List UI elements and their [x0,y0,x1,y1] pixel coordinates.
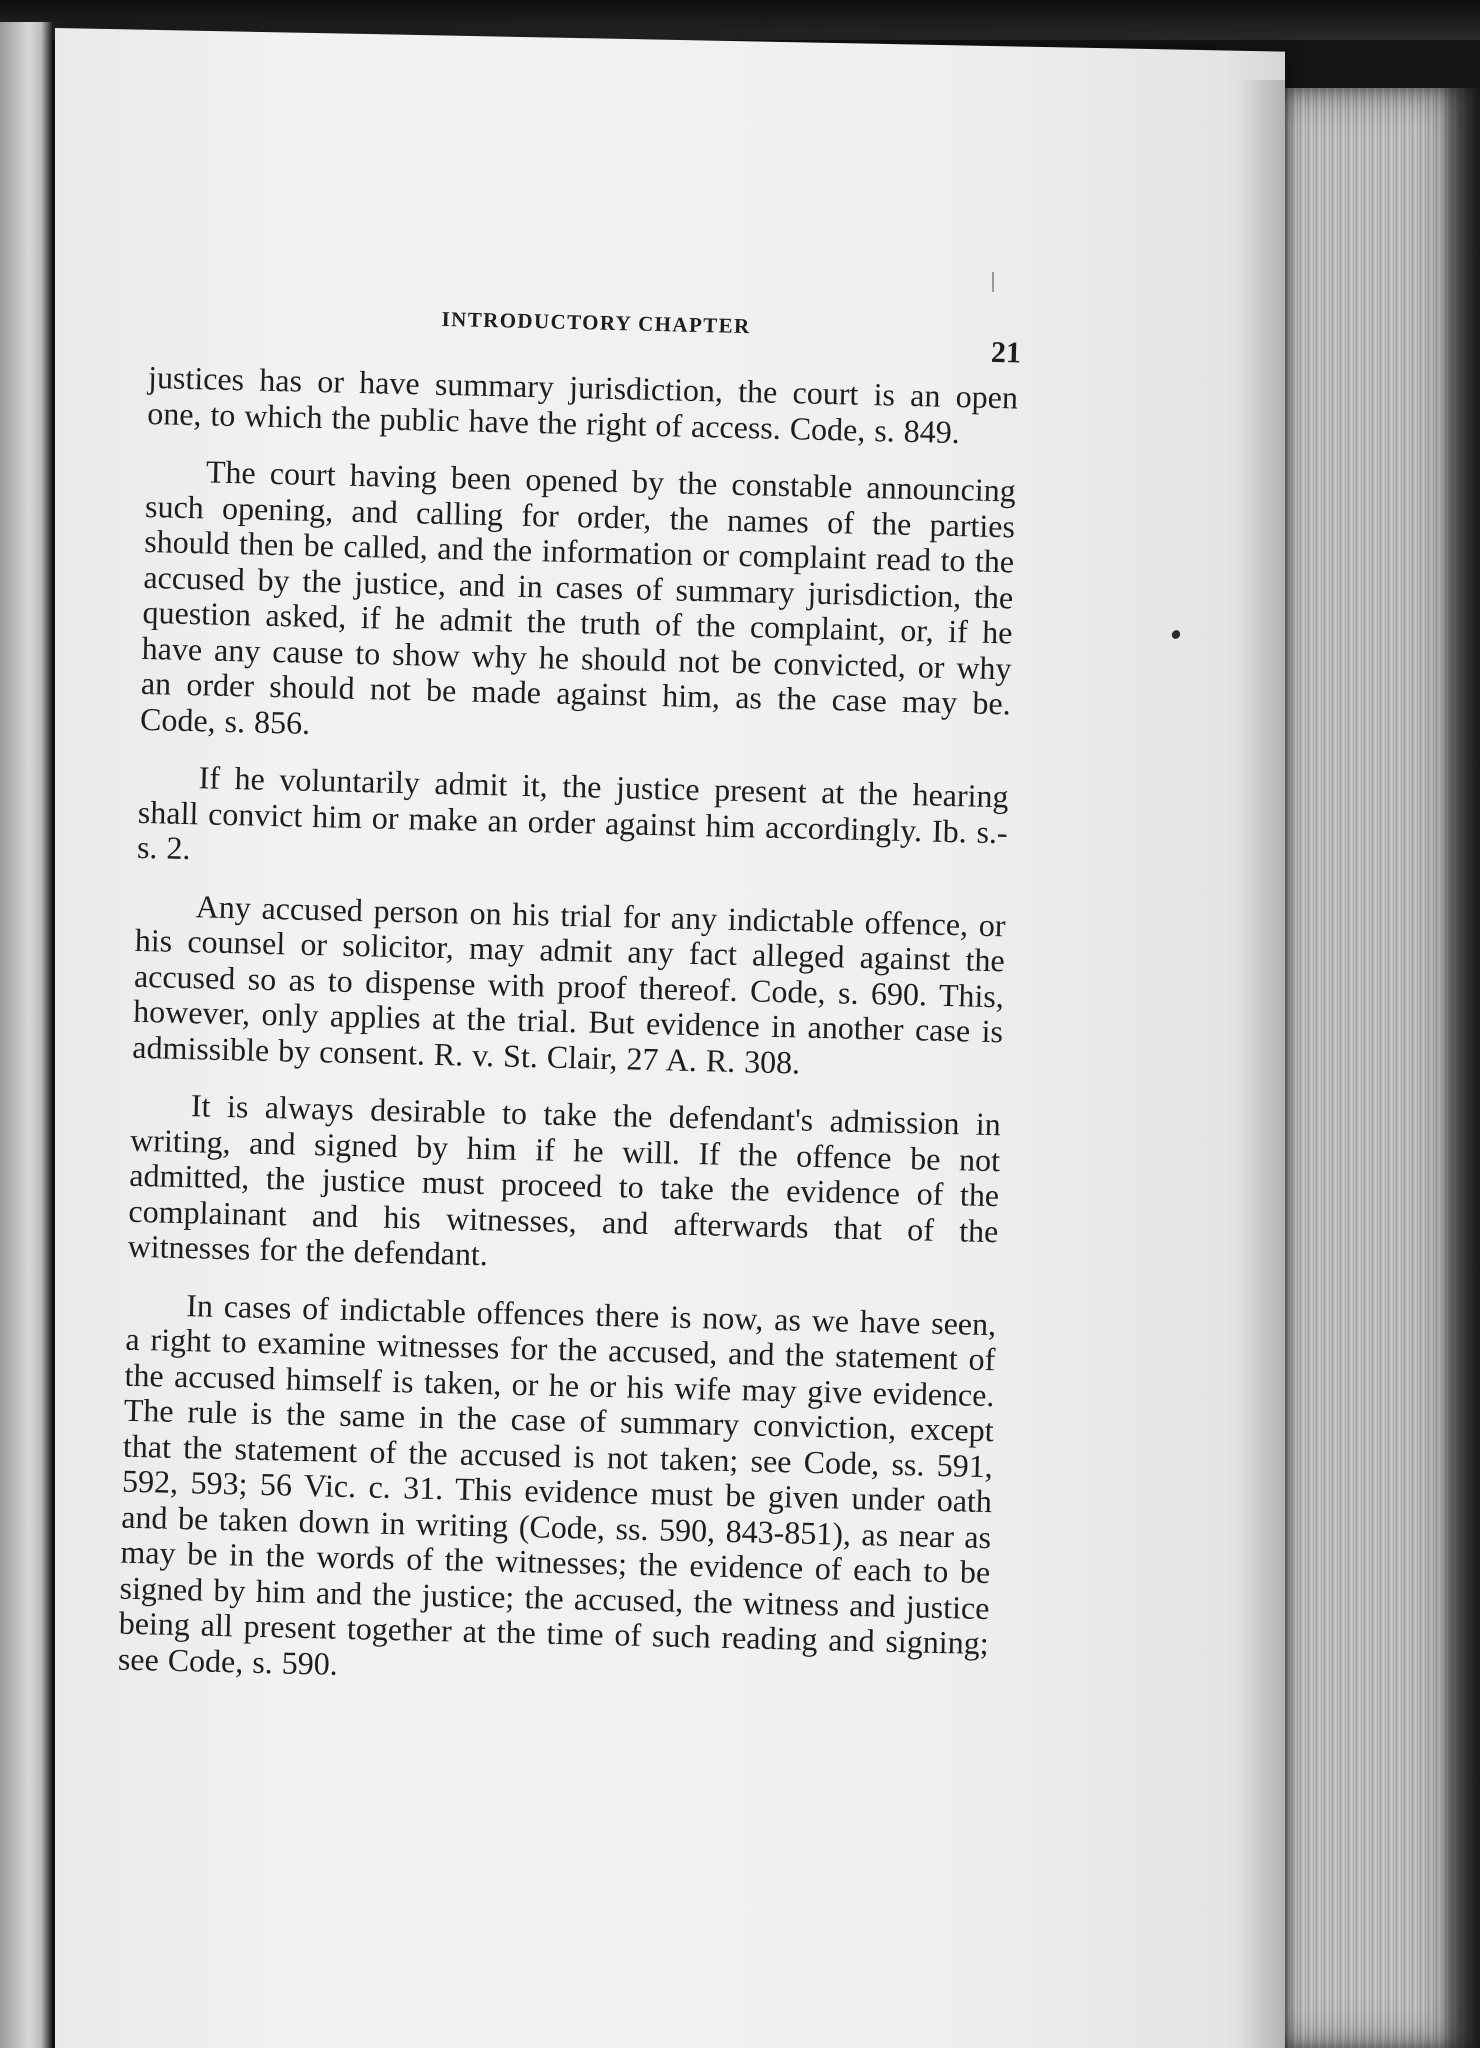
page-text-block [117,300,1020,1719]
paragraph: It is always desirable to take the defendant's admission in writing, and signed by him if he will. If the offence be not admitted, the justice must proceed to take the evidence of the complainant and his witnesses, and afterwards that of the witnesses for the defendant. [127,1087,1002,1273]
page-number: 21 [990,335,1022,370]
paragraph: The court having been opened by the constable announcing such opening, and calling for order, the names of the parties should then be called, and the information or complaint read to the accused by the justice, and in cases of summary jurisdiction, the question asked, if he admit the truth of the complaint, or, if he have any cause to show why he should not be convicted, or why an order should not be made against him, as the case may be. Code, s. 856. [139,453,1017,741]
paragraph: If he voluntarily admit it, the justice present at the hearing shall convict him or make an order against him accordingly. Ib. s.-s. 2. [136,759,1009,867]
paragraph: Any accused person on his trial for any indictable offence, or his counsel or solicitor, may admit any fact alleged against the accused so as to dispense with proof thereof. Code, s. 690. This, however, only applies at the trial. But evidence in another case is admissible by consent. R. v. St. Clair, 27 A. R. 308. [131,887,1006,1081]
left-page-edge [0,22,52,2048]
paragraph-continued: justices has or have summary jurisdiction, the court is an open one, to which the public have the right of access. Code, s. 849. [146,358,1019,450]
paper-mark [992,272,994,292]
page-shadow [1238,80,1288,2048]
running-head: INTRODUCTORY CHAPTER [441,306,751,339]
paragraph: In cases of indictable offences there is now, as we have seen, a right to examine witnesses for the accused, and the statement of the accused himself is taken, or he or his wife may give evidence. The rule is the same in the case of summary conviction, except that the statement of the accused is not taken; see Code, ss. 591, 592, 593; 56 Vic. c. 31. This evidence must be given under oath and be taken down in writing (Code, ss. 590, 843-851), as near as may be in the words of the witnesses; the evidence of each to be signed by him and the justice; the accused, the witness and justice being all present together at the time of such reading and signing; see Code, s. 590. [117,1286,997,1682]
book-page-edges [1278,88,1480,2048]
